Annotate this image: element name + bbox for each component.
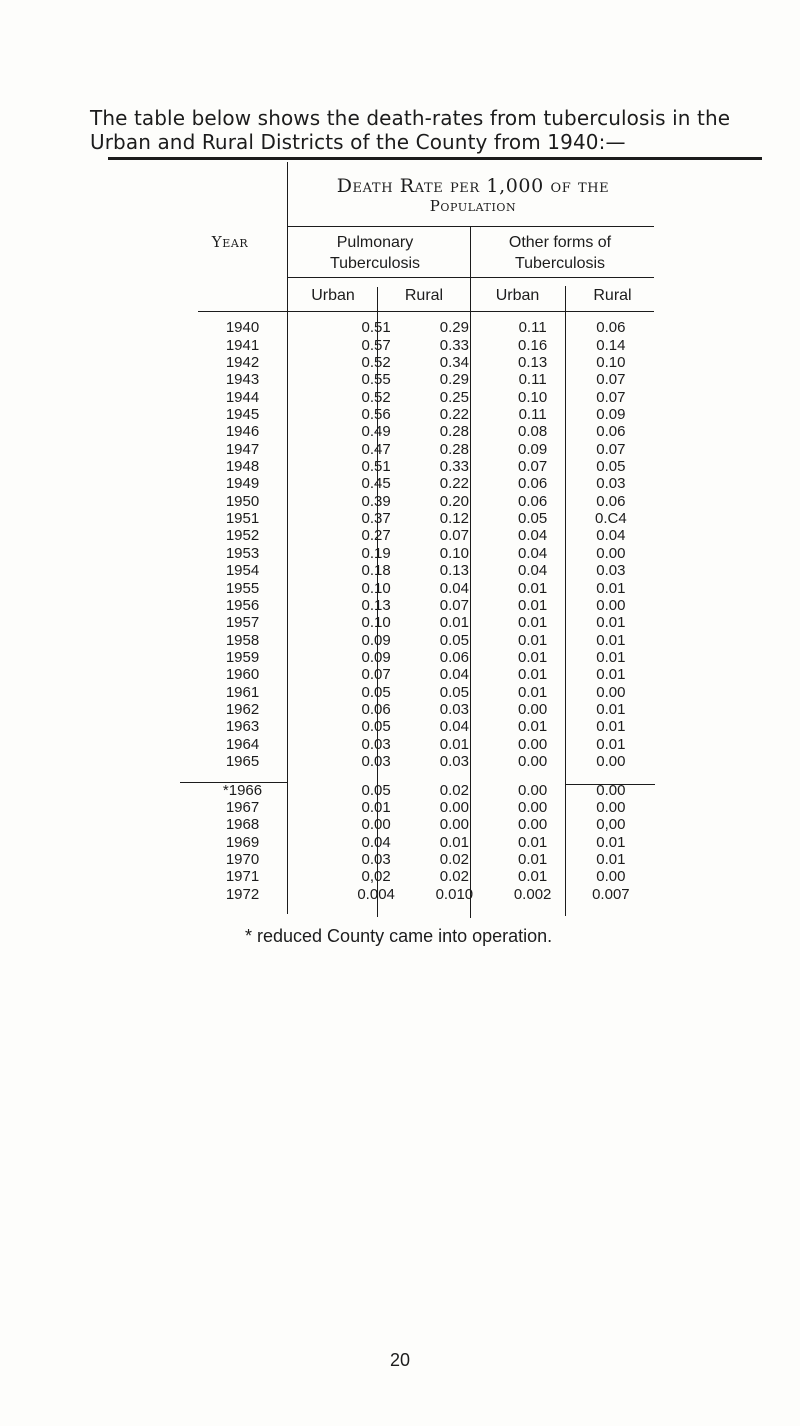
year-cell: 1941: [225, 336, 260, 354]
rate-cell: 0.10: [361, 614, 391, 632]
rate-cell: 0.00: [518, 781, 548, 799]
rate-cell: 0.03: [361, 753, 391, 771]
year-cell: 1971: [225, 868, 260, 886]
rate-cell: 0.09: [596, 405, 626, 423]
table-row: [180, 441, 650, 458]
table-row: [180, 527, 650, 544]
table-row: [180, 886, 650, 903]
header-pulmonary: Pulmonary Tuberculosis: [329, 234, 421, 272]
header-pulmonary-urban: Urban: [311, 287, 355, 304]
rate-cell: 0.00: [518, 735, 548, 753]
rate-cell: 0.52: [361, 353, 391, 371]
rate-cell: 0.01: [596, 833, 626, 851]
rate-cell: 0.55: [361, 371, 391, 389]
rate-cell: 0.02: [439, 868, 469, 886]
rate-cell: 0.01: [518, 596, 548, 614]
table-row: [180, 770, 650, 798]
rate-cell: 0.01: [439, 614, 469, 632]
year-cell: 1942: [225, 353, 260, 371]
table-row: [180, 458, 650, 475]
rate-cell: 0.00: [439, 798, 469, 816]
rate-cell: 0.49: [361, 423, 391, 441]
rate-cell: 0.00: [439, 816, 469, 834]
year-cell: 1952: [225, 527, 260, 545]
rate-cell: 0.09: [361, 631, 391, 649]
year-cell: 1965: [225, 753, 260, 771]
rate-cell: 0.04: [518, 527, 548, 545]
header-rule-3: [198, 311, 654, 312]
table-row: [180, 614, 650, 631]
year-cell: 1963: [225, 718, 260, 736]
year-cell: 1955: [225, 579, 260, 597]
rate-cell: 0.13: [361, 596, 391, 614]
rate-cell: 0.03: [596, 475, 626, 493]
year-cell: 1947: [225, 440, 260, 458]
rate-cell: 0.00: [361, 816, 391, 834]
rate-cell: 0.28: [439, 423, 469, 441]
rate-cell: 0.33: [439, 458, 469, 476]
header-other-forms: Other forms of Tuberculosis: [508, 234, 612, 272]
rate-cell: 0.00: [518, 753, 548, 771]
rate-cell: 0.20: [439, 492, 469, 510]
rate-cell: 0.01: [518, 666, 548, 684]
table-row: [180, 851, 650, 868]
rate-cell: 0.33: [439, 336, 469, 354]
table-row: [180, 868, 650, 885]
rate-cell: 0.01: [518, 850, 548, 868]
rate-cell: 0.14: [596, 336, 626, 354]
table-row: [180, 649, 650, 666]
rate-cell: 0.01: [518, 683, 548, 701]
rate-cell: 0.04: [518, 562, 548, 580]
rate-cell: 0.05: [361, 718, 391, 736]
rate-cell: 0.03: [361, 735, 391, 753]
year-cell: 1967: [225, 798, 260, 816]
rate-cell: 0.00: [518, 798, 548, 816]
rate-cell: 0.05: [518, 510, 548, 528]
rate-cell: 0.06: [518, 492, 548, 510]
rate-cell: 0.10: [361, 579, 391, 597]
rate-cell: 0.13: [518, 353, 548, 371]
rate-cell: 0.05: [596, 458, 626, 476]
death-rate-table: [180, 319, 650, 903]
table-row: [180, 816, 650, 833]
year-cell: 1954: [225, 562, 260, 580]
year-cell: 1953: [225, 544, 260, 562]
rate-cell: 0.09: [518, 440, 548, 458]
rate-cell: 0.29: [439, 371, 469, 389]
rate-cell: 0.00: [596, 596, 626, 614]
rate-cell: 0.57: [361, 336, 391, 354]
rate-cell: 0.07: [596, 371, 626, 389]
year-cell: 1969: [225, 833, 260, 851]
rate-cell: 0.16: [518, 336, 548, 354]
rate-cell: 0.11: [518, 371, 547, 389]
rate-cell: 0.19: [361, 544, 391, 562]
page-number: 20: [389, 1350, 411, 1370]
table-row: [180, 631, 650, 648]
rate-cell: 0.05: [361, 683, 391, 701]
table-row: [180, 579, 650, 596]
table-row: [180, 545, 650, 562]
table-row: [180, 475, 650, 492]
rate-cell: 0.04: [596, 527, 626, 545]
rate-cell: 0.004: [357, 885, 395, 903]
intro-paragraph: The table below shows the death-rates from tuberculosis in the Urban and Rural Districts of the County from 1940:—: [90, 106, 731, 154]
rate-cell: 0.06: [596, 319, 626, 337]
rate-cell: 0.01: [361, 798, 391, 816]
header-other-rural: Rural: [593, 287, 632, 304]
rate-cell: 0.01: [596, 614, 626, 632]
rate-cell: 0.03: [439, 753, 469, 771]
rate-cell: 0.08: [518, 423, 548, 441]
rate-cell: 0.28: [439, 440, 469, 458]
rate-cell: 0.00: [596, 753, 626, 771]
rate-cell: 0.05: [439, 631, 469, 649]
rate-cell: 0.01: [518, 868, 548, 886]
footnote: * reduced County came into operation.: [245, 926, 553, 946]
year-cell: 1948: [225, 458, 260, 476]
year-cell: 1964: [225, 735, 260, 753]
rate-cell: 0,02: [361, 868, 391, 886]
year-cell: *1966: [222, 781, 263, 799]
top-rule: [108, 157, 762, 160]
year-cell: 1957: [225, 614, 260, 632]
rate-cell: 0.04: [361, 833, 391, 851]
table-row: [180, 493, 650, 510]
header-death-rate-line2: Population: [429, 197, 517, 215]
year-cell: 1946: [225, 423, 260, 441]
rate-cell: 0.01: [518, 833, 548, 851]
table-row: [180, 562, 650, 579]
rate-cell: 0.39: [361, 492, 391, 510]
rate-cell: 0.01: [596, 666, 626, 684]
rate-cell: 0.51: [361, 458, 391, 476]
table-row: [180, 701, 650, 718]
rate-cell: 0.04: [518, 544, 548, 562]
rate-cell: 0.00: [518, 816, 548, 834]
table-row: [180, 736, 650, 753]
rate-cell: 0.10: [596, 353, 626, 371]
year-cell: 1959: [225, 649, 260, 666]
year-cell: 1968: [225, 816, 260, 834]
rate-cell: 0.01: [518, 579, 548, 597]
rate-cell: 0.007: [592, 885, 630, 903]
rate-cell: 0.01: [518, 718, 548, 736]
header-rule-2: [288, 277, 654, 278]
rate-cell: 0.00: [596, 683, 626, 701]
rate-cell: 0.01: [596, 631, 626, 649]
rate-cell: 0.02: [439, 781, 469, 799]
rate-cell: 0.01: [439, 735, 469, 753]
rate-cell: 0.12: [439, 510, 469, 528]
year-cell: 1945: [225, 405, 260, 423]
table-row: [180, 336, 650, 353]
rate-cell: 0.56: [361, 405, 391, 423]
year-cell: 1972: [225, 885, 260, 903]
rate-cell: 0.51: [361, 319, 391, 337]
rate-cell: 0.34: [439, 353, 469, 371]
year-cell: 1961: [225, 683, 260, 701]
rate-cell: 0.00: [596, 544, 626, 562]
rate-cell: 0.002: [513, 885, 552, 903]
rate-cell: 0.09: [361, 649, 391, 666]
table-row: [180, 319, 650, 336]
rate-cell: 0.01: [518, 631, 548, 649]
rate-cell: 0.06: [518, 475, 548, 493]
year-cell: 1956: [225, 596, 260, 614]
rate-cell: 0.37: [361, 510, 391, 528]
rate-cell: 0.05: [439, 683, 469, 701]
year-cell: 1960: [225, 666, 260, 684]
rate-cell: 0.47: [361, 440, 391, 458]
table-row: [180, 799, 650, 816]
year-cell: 1951: [225, 510, 260, 528]
rate-cell: 0.01: [439, 833, 469, 851]
rate-cell: 0.07: [439, 596, 469, 614]
rate-cell: 0.00: [596, 781, 626, 799]
rate-cell: 0.04: [439, 579, 469, 597]
table-row: [180, 406, 650, 423]
rate-cell: 0.27: [361, 527, 391, 545]
table-row: [180, 510, 650, 527]
header-rule-1: [288, 226, 654, 227]
table-row: [180, 684, 650, 701]
rate-cell: 0.01: [596, 649, 626, 666]
rate-cell: 0.13: [439, 562, 469, 580]
rate-cell: 0.01: [518, 614, 548, 632]
header-death-rate-line1: Death Rate per 1,000 of the: [336, 175, 610, 197]
year-cell: 1950: [225, 492, 260, 510]
rate-cell: 0.04: [439, 718, 469, 736]
rate-cell: 0.01: [518, 649, 548, 666]
rate-cell: 0.25: [439, 388, 469, 406]
rate-cell: 0.01: [596, 701, 626, 719]
table-row: [180, 423, 650, 440]
rate-cell: 0.07: [518, 458, 548, 476]
year-cell: 1962: [225, 701, 260, 719]
rate-cell: 0.03: [361, 850, 391, 868]
table-row: [180, 753, 650, 770]
rate-cell: 0.00: [518, 701, 548, 719]
rate-cell: 0.11: [518, 405, 547, 423]
year-cell: 1943: [225, 371, 260, 389]
rate-cell: 0.01: [596, 718, 626, 736]
table-row: [180, 718, 650, 735]
rate-cell: 0.29: [439, 319, 469, 337]
rate-cell: 0.01: [596, 579, 626, 597]
rate-cell: 0.05: [361, 781, 391, 799]
year-cell: 1958: [225, 631, 260, 649]
header-year: Year: [211, 233, 249, 251]
rate-cell: 0,00: [596, 816, 626, 834]
rate-cell: 0.04: [439, 666, 469, 684]
rate-cell: 0.01: [596, 735, 626, 753]
rate-cell: 0.03: [439, 701, 469, 719]
table-row: [180, 371, 650, 388]
header-pulmonary-rural: Rural: [404, 287, 444, 304]
rate-cell: 0.00: [596, 798, 626, 816]
rate-cell: 0.02: [439, 850, 469, 868]
rate-cell: 0.18: [361, 562, 391, 580]
table-row: [180, 388, 650, 405]
rate-cell: 0.45: [361, 475, 391, 493]
rate-cell: 0.07: [361, 666, 391, 684]
rate-cell: 0.06: [596, 423, 626, 441]
table-row: [180, 354, 650, 371]
header-other-urban: Urban: [495, 287, 540, 304]
rate-cell: 0.52: [361, 388, 391, 406]
rate-cell: 0.06: [439, 649, 469, 666]
header-death-rate: [288, 176, 658, 216]
rate-cell: 0.10: [518, 388, 548, 406]
rate-cell: 0.C4: [595, 510, 627, 528]
rate-cell: 0.07: [596, 388, 626, 406]
table-row: [180, 833, 650, 850]
rate-cell: 0.10: [439, 544, 469, 562]
table-row: [180, 597, 650, 614]
rate-cell: 0.22: [439, 475, 469, 493]
rate-cell: 0.22: [439, 405, 469, 423]
year-cell: 1944: [225, 388, 260, 406]
rate-cell: 0.07: [596, 440, 626, 458]
rate-cell: 0.07: [439, 527, 469, 545]
table-row: [180, 666, 650, 683]
year-cell: 1940: [225, 319, 260, 337]
rate-cell: 0.01: [596, 850, 626, 868]
year-cell: 1949: [225, 475, 260, 493]
rate-cell: 0.03: [596, 562, 626, 580]
rate-cell: 0.06: [361, 701, 391, 719]
rate-cell: 0.06: [596, 492, 626, 510]
rate-cell: 0.11: [518, 319, 547, 337]
year-cell: 1970: [225, 850, 260, 868]
rate-cell: 0.00: [596, 868, 626, 886]
rate-cell: 0.010: [435, 885, 474, 903]
